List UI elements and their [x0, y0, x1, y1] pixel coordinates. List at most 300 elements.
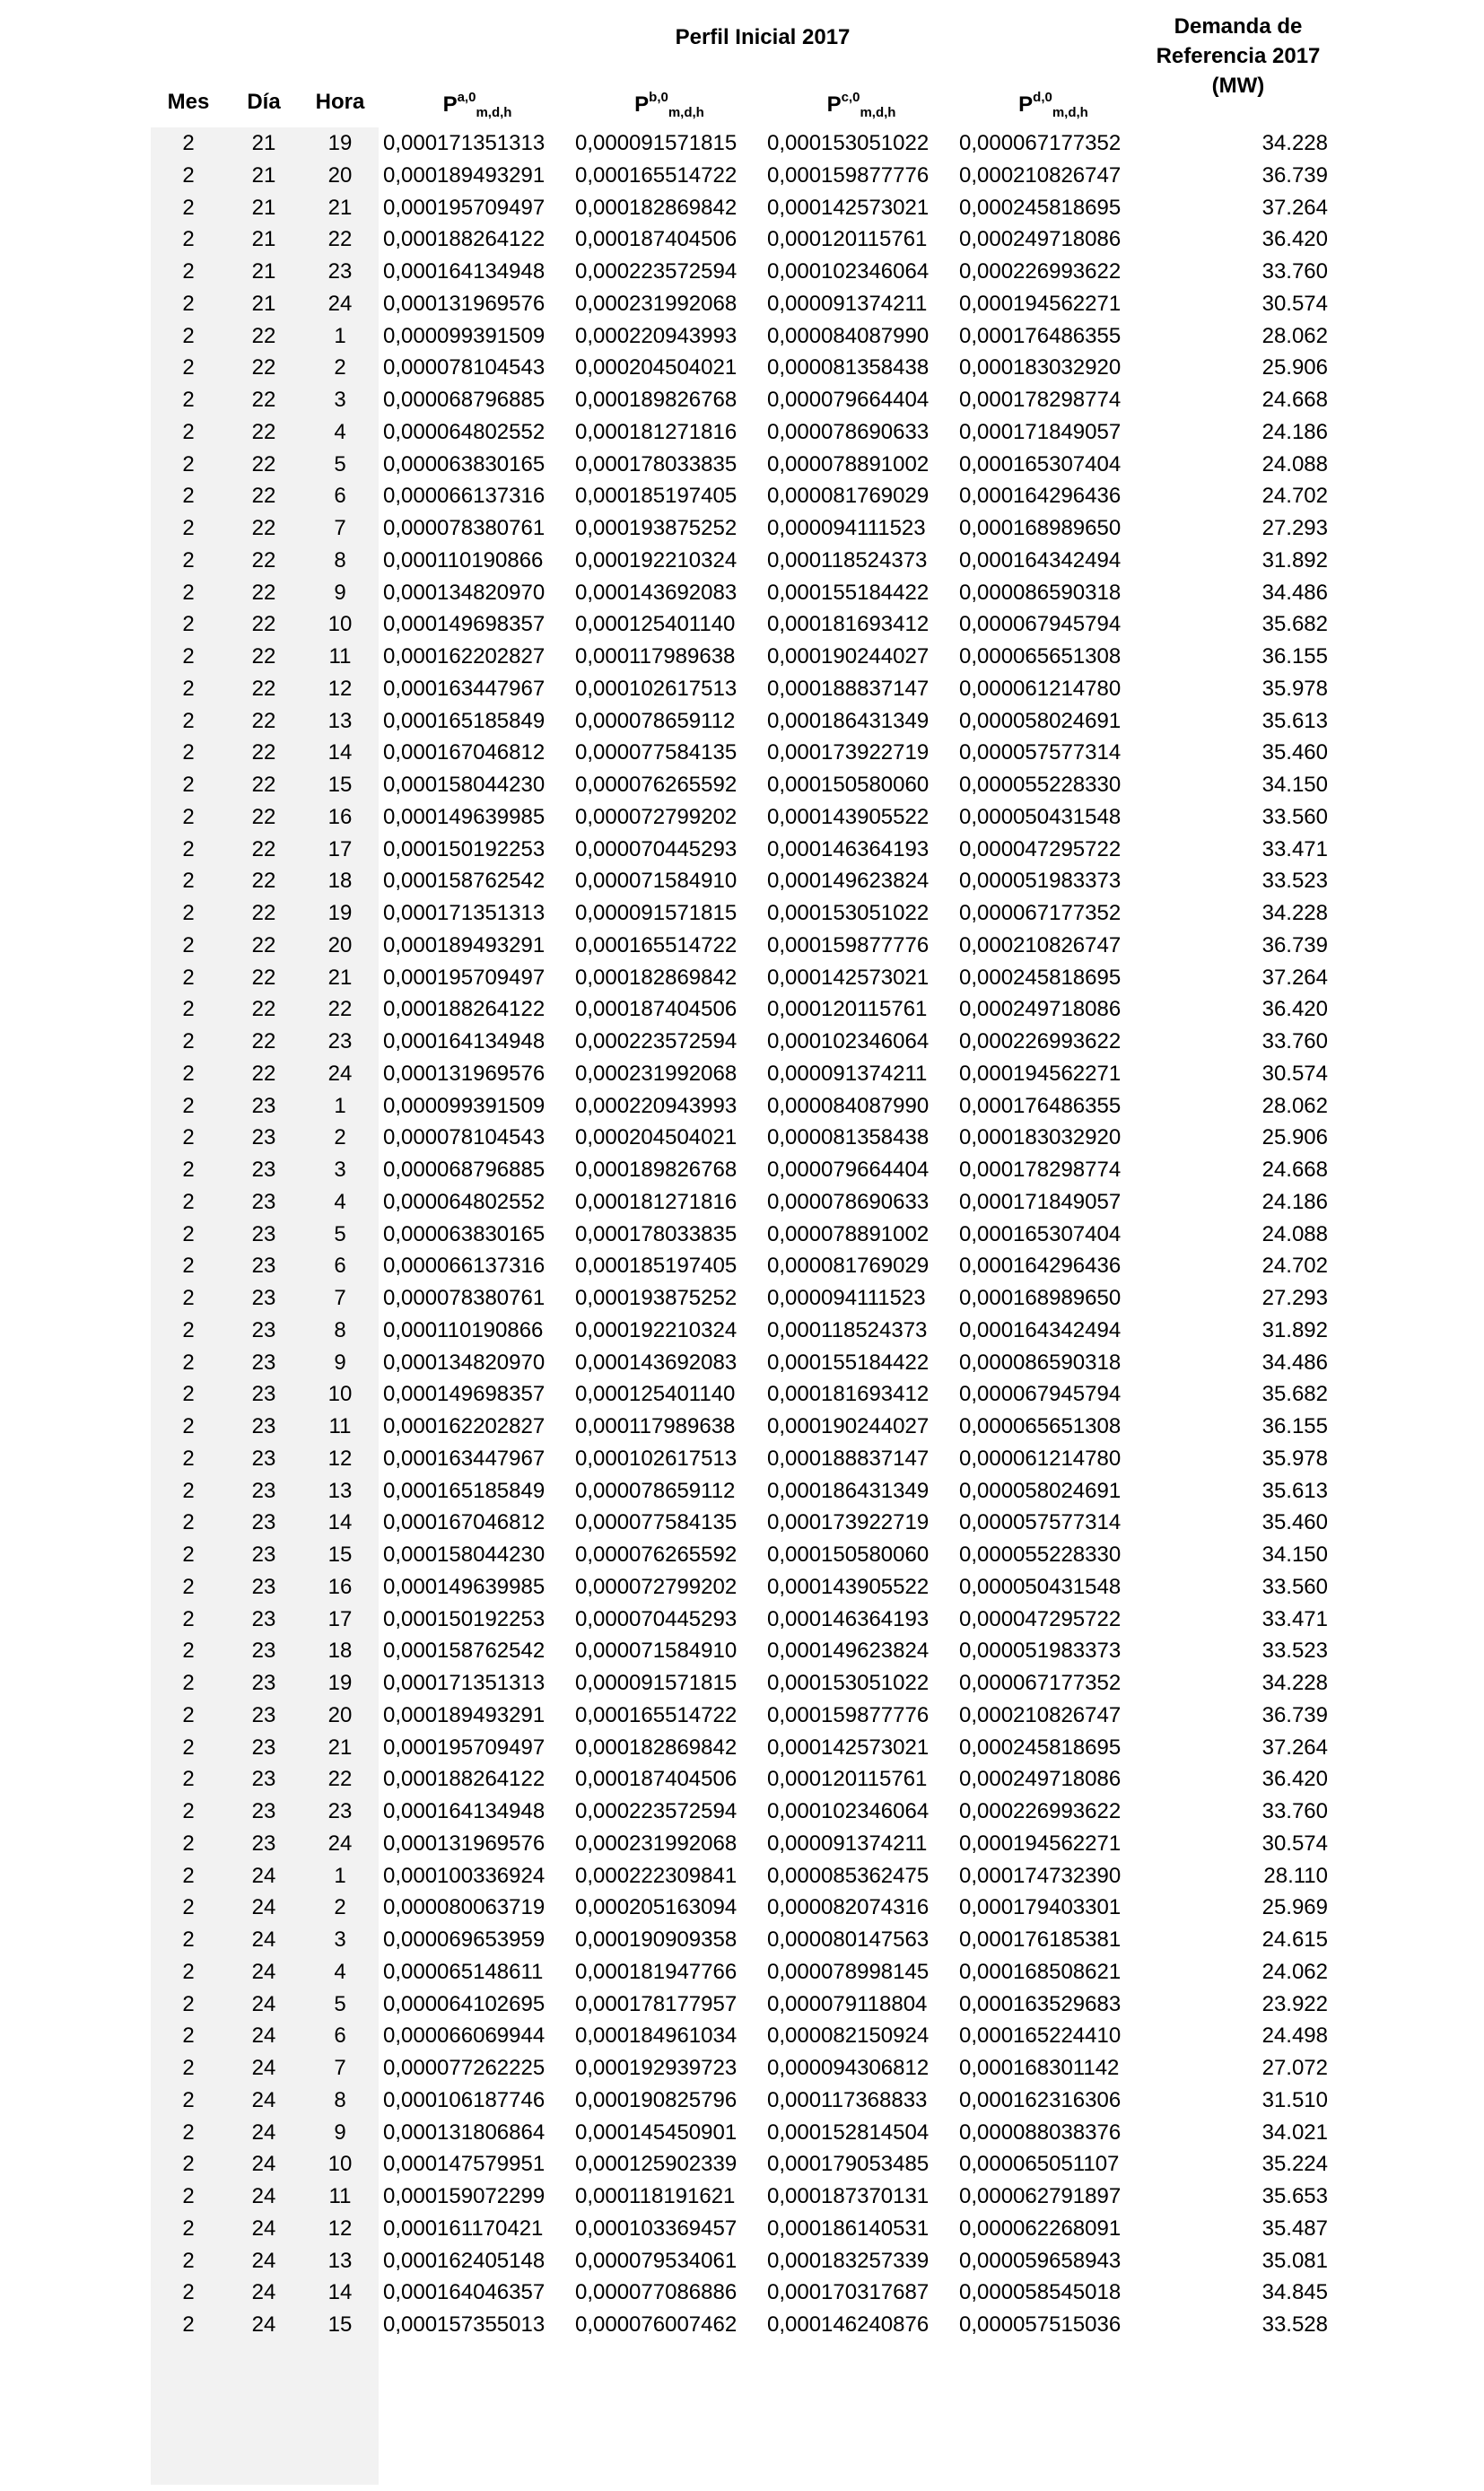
- cell-pb: 0,000182869842: [575, 1735, 738, 1760]
- cell-pb: 0,000182869842: [575, 965, 738, 990]
- table-row: [0, 1058, 1484, 1090]
- cell-pa: 0,000164134948: [383, 1799, 546, 1823]
- table-row: [0, 1411, 1484, 1443]
- cell-mes: 2: [182, 901, 195, 925]
- cell-mes: 2: [182, 2280, 195, 2305]
- table-row: [0, 769, 1484, 801]
- cell-pb: 0,000192210324: [575, 547, 738, 572]
- cell-dia: 23: [251, 1093, 276, 1118]
- cell-pa: 0,000195709497: [383, 965, 546, 990]
- table-row: [0, 127, 1484, 160]
- cell-pa: 0,000099391509: [383, 1093, 546, 1118]
- cell-dia: 21: [251, 227, 276, 252]
- table-row: [0, 705, 1484, 738]
- header-pc: [767, 90, 956, 120]
- cell-pb: 0,000182869842: [575, 195, 738, 220]
- cell-pa: 0,000163447967: [383, 676, 546, 701]
- cell-hora: 24: [327, 1061, 353, 1086]
- cell-pa: 0,000171351313: [383, 1671, 546, 1695]
- cell-hora: 7: [334, 516, 346, 540]
- cell-demanda: 35.613: [1261, 1478, 1328, 1503]
- cell-pc: 0,000142573021: [767, 1735, 930, 1760]
- cell-pd: 0,000183032920: [959, 1125, 1122, 1150]
- cell-mes: 2: [182, 388, 195, 412]
- cell-hora: 17: [327, 1606, 353, 1631]
- cell-mes: 2: [182, 773, 195, 797]
- cell-mes: 2: [182, 1671, 195, 1695]
- cell-demanda: 25.906: [1261, 355, 1328, 380]
- cell-pd: 0,000067177352: [959, 131, 1122, 155]
- cell-dia: 23: [251, 1543, 276, 1567]
- cell-pd: 0,000067945794: [959, 1382, 1122, 1407]
- cell-hora: 19: [327, 131, 353, 155]
- cell-pd: 0,000176486355: [959, 1093, 1122, 1118]
- cell-hora: 5: [334, 1991, 346, 2016]
- cell-pa: 0,000069653959: [383, 1927, 546, 1952]
- cell-pd: 0,000183032920: [959, 355, 1122, 380]
- cell-mes: 2: [182, 644, 195, 669]
- cell-dia: 24: [251, 2120, 276, 2145]
- cell-dia: 24: [251, 2056, 276, 2080]
- table-row: [0, 1763, 1484, 1796]
- cell-pd: 0,000062268091: [959, 2216, 1122, 2241]
- cell-hora: 11: [328, 2184, 352, 2208]
- cell-pd: 0,000174732390: [959, 1863, 1122, 1888]
- cell-hora: 4: [334, 419, 346, 444]
- cell-pd: 0,000067945794: [959, 612, 1122, 637]
- table-row: [0, 1250, 1484, 1282]
- cell-hora: 24: [327, 291, 353, 316]
- cell-pa: 0,000068796885: [383, 388, 546, 412]
- cell-demanda: 33.471: [1261, 836, 1328, 861]
- table-row: [0, 1122, 1484, 1154]
- cell-pd: 0,000057577314: [959, 1510, 1122, 1535]
- cell-demanda: 27.293: [1261, 1286, 1328, 1310]
- table-row: [0, 320, 1484, 353]
- cell-hora: 23: [327, 1799, 353, 1823]
- cell-pc: 0,000149623824: [767, 1639, 930, 1664]
- cell-mes: 2: [182, 869, 195, 894]
- cell-pa: 0,000100336924: [383, 1863, 546, 1888]
- table-row: [0, 192, 1484, 224]
- cell-mes: 2: [182, 1735, 195, 1760]
- cell-pd: 0,000058545018: [959, 2280, 1122, 2305]
- table-row: [0, 2245, 1484, 2277]
- cell-pb: 0,000184961034: [575, 2023, 738, 2049]
- header-pa-sub: m,d,h: [476, 105, 512, 120]
- cell-pb: 0,000143692083: [575, 580, 738, 605]
- cell-demanda: 30.574: [1261, 291, 1328, 316]
- cell-pb: 0,000193875252: [575, 1286, 738, 1310]
- cell-pa: 0,000150192253: [383, 836, 546, 861]
- table-row: [0, 897, 1484, 930]
- table-row: [0, 1282, 1484, 1315]
- cell-pb: 0,000070445293: [575, 836, 738, 861]
- cell-demanda: 24.186: [1261, 419, 1328, 444]
- cell-pc: 0,000181693412: [767, 1382, 930, 1407]
- cell-dia: 23: [251, 1606, 276, 1631]
- cell-mes: 2: [182, 836, 195, 861]
- cell-dia: 23: [251, 1510, 276, 1535]
- cell-mes: 2: [182, 1029, 195, 1053]
- cell-dia: 22: [251, 388, 276, 412]
- cell-pa: 0,000110190866: [383, 547, 544, 572]
- cell-dia: 24: [251, 2216, 276, 2241]
- cell-hora: 15: [327, 773, 353, 797]
- cell-hora: 12: [327, 1446, 353, 1471]
- cell-demanda: 27.293: [1261, 516, 1328, 540]
- cell-hora: 12: [327, 676, 353, 701]
- table-row: [0, 1796, 1484, 1828]
- cell-pb: 0,000077584135: [575, 740, 738, 765]
- table-row: [0, 801, 1484, 834]
- cell-pa: 0,000080063719: [383, 1895, 546, 1920]
- cell-pa: 0,000189493291: [383, 162, 546, 188]
- header-dia: Día: [247, 90, 281, 114]
- cell-mes: 2: [182, 547, 195, 572]
- cell-mes: 2: [182, 291, 195, 316]
- cell-dia: 22: [251, 1029, 276, 1053]
- cell-pc: 0,000142573021: [767, 965, 930, 990]
- cell-pb: 0,000192210324: [575, 1317, 738, 1342]
- cell-demanda: 34.150: [1261, 773, 1328, 797]
- cell-demanda: 24.062: [1261, 1959, 1328, 1984]
- cell-demanda: 23.922: [1261, 1991, 1328, 2016]
- cell-pc: 0,000081358438: [767, 1125, 930, 1150]
- header-pa-base: P: [442, 92, 458, 117]
- cell-hora: 2: [334, 355, 346, 380]
- cell-dia: 24: [251, 2184, 276, 2208]
- cell-pa: 0,000068796885: [383, 1158, 546, 1182]
- cell-demanda: 36.420: [1261, 227, 1328, 252]
- cell-pc: 0,000094111523: [767, 1286, 926, 1310]
- cell-dia: 23: [251, 1221, 276, 1246]
- cell-dia: 21: [251, 291, 276, 316]
- table-row: [0, 1443, 1484, 1475]
- cell-pd: 0,000050431548: [959, 1574, 1122, 1599]
- cell-demanda: 31.892: [1261, 1317, 1328, 1342]
- cell-pc: 0,000118524373: [767, 1317, 928, 1342]
- cell-pb: 0,000223572594: [575, 259, 738, 284]
- table-row: [0, 834, 1484, 866]
- cell-hora: 15: [327, 1543, 353, 1567]
- cell-pb: 0,000117989638: [575, 644, 736, 669]
- table-row: [0, 1700, 1484, 1732]
- cell-pa: 0,000158762542: [383, 1639, 546, 1664]
- cell-pb: 0,000118191621: [575, 2184, 736, 2208]
- cell-mes: 2: [182, 1799, 195, 1823]
- cell-pb: 0,000223572594: [575, 1029, 738, 1053]
- cell-pd: 0,000164296436: [959, 1254, 1122, 1279]
- cell-pa: 0,000158044230: [383, 1543, 546, 1567]
- cell-pb: 0,000072799202: [575, 1574, 738, 1599]
- cell-pa: 0,000171351313: [383, 901, 546, 925]
- cell-pc: 0,000188837147: [767, 1446, 930, 1471]
- cell-pd: 0,000179403301: [959, 1895, 1122, 1920]
- cell-pa: 0,000165185849: [383, 1478, 546, 1503]
- cell-pd: 0,000210826747: [959, 1702, 1122, 1727]
- cell-dia: 22: [251, 676, 276, 701]
- cell-hora: 6: [334, 2023, 346, 2049]
- cell-pc: 0,000155184422: [767, 580, 930, 605]
- cell-hora: 20: [327, 932, 353, 957]
- cell-dia: 24: [251, 2280, 276, 2305]
- cell-mes: 2: [182, 1606, 195, 1631]
- cell-demanda: 24.668: [1261, 1158, 1328, 1182]
- cell-pa: 0,000134820970: [383, 580, 546, 605]
- cell-demanda: 35.653: [1261, 2184, 1328, 2208]
- cell-pb: 0,000165514722: [575, 932, 738, 957]
- cell-pc: 0,000078891002: [767, 1221, 930, 1246]
- cell-hora: 13: [327, 2248, 353, 2273]
- cell-pc: 0,000091374211: [767, 1061, 928, 1086]
- cell-pb: 0,000187404506: [575, 1767, 738, 1792]
- cell-hora: 22: [327, 997, 353, 1022]
- cell-mes: 2: [182, 1895, 195, 1920]
- cell-pb: 0,000189826768: [575, 388, 738, 412]
- cell-hora: 22: [327, 227, 353, 252]
- cell-demanda: 33.523: [1261, 1639, 1328, 1664]
- cell-pb: 0,000181271816: [575, 1189, 738, 1214]
- cell-pa: 0,000189493291: [383, 1702, 546, 1727]
- table-row: [0, 1604, 1484, 1636]
- cell-mes: 2: [182, 1959, 195, 1984]
- cell-demanda: 34.845: [1261, 2280, 1328, 2305]
- cell-pd: 0,000051983373: [959, 1639, 1122, 1664]
- cell-dia: 22: [251, 612, 276, 637]
- cell-pd: 0,000245818695: [959, 1735, 1122, 1760]
- cell-mes: 2: [182, 1221, 195, 1246]
- cell-pc: 0,000120115761: [767, 1767, 928, 1792]
- cell-hora: 23: [327, 259, 353, 284]
- cell-pa: 0,000149639985: [383, 804, 546, 829]
- table-row: [0, 1219, 1484, 1251]
- cell-pc: 0,000186140531: [767, 2216, 930, 2241]
- cell-pb: 0,000185197405: [575, 1254, 738, 1279]
- cell-pc: 0,000146364193: [767, 836, 930, 861]
- cell-hora: 21: [327, 195, 353, 220]
- header-pb-base: P: [634, 92, 650, 117]
- table-row: [0, 1571, 1484, 1604]
- cell-pd: 0,000168508621: [959, 1959, 1122, 1984]
- cell-dia: 23: [251, 1317, 276, 1342]
- cell-dia: 22: [251, 804, 276, 829]
- table-row: [0, 608, 1484, 641]
- cell-pa: 0,000065148611: [383, 1959, 544, 1984]
- cell-demanda: 25.906: [1261, 1125, 1328, 1150]
- cell-pd: 0,000065051107: [959, 2152, 1120, 2177]
- table-row: [0, 1956, 1484, 1988]
- cell-pd: 0,000168301142: [959, 2056, 1120, 2080]
- table-row: [0, 416, 1484, 449]
- cell-hora: 4: [334, 1959, 346, 1984]
- cell-pa: 0,000158044230: [383, 773, 546, 797]
- cell-pb: 0,000220943993: [575, 323, 738, 348]
- cell-pd: 0,000226993622: [959, 259, 1122, 284]
- cell-demanda: 35.460: [1261, 740, 1328, 765]
- cell-pc: 0,000181693412: [767, 612, 930, 637]
- cell-pb: 0,000231992068: [575, 1831, 738, 1856]
- cell-pc: 0,000159877776: [767, 932, 930, 957]
- table-row: [0, 1732, 1484, 1764]
- cell-mes: 2: [182, 1446, 195, 1471]
- cell-demanda: 35.224: [1261, 2152, 1328, 2177]
- cell-pa: 0,000099391509: [383, 323, 546, 348]
- cell-demanda: 36.420: [1261, 1767, 1328, 1792]
- cell-pa: 0,000131806864: [383, 2120, 546, 2145]
- cell-mes: 2: [182, 804, 195, 829]
- cell-pa: 0,000134820970: [383, 1350, 546, 1375]
- cell-mes: 2: [182, 580, 195, 605]
- cell-pb: 0,000125401140: [575, 612, 736, 637]
- cell-dia: 24: [251, 1863, 276, 1888]
- cell-pb: 0,000231992068: [575, 1061, 738, 1086]
- cell-hora: 14: [327, 2280, 353, 2305]
- cell-pb: 0,000091571815: [575, 131, 738, 155]
- cell-hora: 24: [327, 1831, 353, 1856]
- cell-pb: 0,000078659112: [575, 1478, 736, 1503]
- cell-mes: 2: [182, 965, 195, 990]
- cell-demanda: 24.702: [1261, 484, 1328, 509]
- cell-pd: 0,000194562271: [959, 291, 1122, 316]
- cell-pd: 0,000245818695: [959, 195, 1122, 220]
- cell-pa: 0,000161170421: [383, 2216, 544, 2241]
- cell-hora: 1: [334, 1093, 346, 1118]
- cell-pd: 0,000164342494: [959, 547, 1122, 572]
- cell-demanda: 36.739: [1261, 162, 1328, 188]
- cell-demanda: 34.228: [1261, 1671, 1328, 1695]
- cell-demanda: 34.486: [1261, 1350, 1328, 1375]
- cell-hora: 14: [327, 740, 353, 765]
- cell-pc: 0,000079118804: [767, 1991, 928, 2016]
- cell-pd: 0,000165224410: [959, 2023, 1122, 2049]
- cell-pc: 0,000170317687: [767, 2280, 930, 2305]
- cell-dia: 23: [251, 1125, 276, 1150]
- header-demanda-line3: (MW): [1211, 74, 1265, 98]
- cell-pc: 0,000146364193: [767, 1606, 930, 1631]
- cell-hora: 1: [334, 1863, 346, 1888]
- cell-pc: 0,000143905522: [767, 804, 930, 829]
- cell-mes: 2: [182, 1125, 195, 1150]
- cell-pa: 0,000149698357: [383, 612, 546, 637]
- table-row: [0, 673, 1484, 705]
- cell-demanda: 33.560: [1261, 1574, 1328, 1599]
- cell-mes: 2: [182, 195, 195, 220]
- cell-pa: 0,000171351313: [383, 131, 546, 155]
- cell-pc: 0,000079664404: [767, 1158, 930, 1182]
- cell-demanda: 33.523: [1261, 869, 1328, 894]
- cell-demanda: 24.702: [1261, 1254, 1328, 1279]
- cell-hora: 11: [328, 1414, 352, 1438]
- cell-dia: 22: [251, 773, 276, 797]
- table-row: [0, 577, 1484, 609]
- cell-pc: 0,000078690633: [767, 419, 930, 444]
- cell-dia: 21: [251, 162, 276, 188]
- table-row: [0, 2309, 1484, 2341]
- cell-pc: 0,000149623824: [767, 869, 930, 894]
- cell-pa: 0,000063830165: [383, 1221, 546, 1246]
- cell-pa: 0,000195709497: [383, 195, 546, 220]
- cell-mes: 2: [182, 1158, 195, 1182]
- cell-mes: 2: [182, 451, 195, 476]
- cell-hora: 14: [327, 1510, 353, 1535]
- cell-pb: 0,000077584135: [575, 1510, 738, 1535]
- cell-demanda: 31.892: [1261, 547, 1328, 572]
- cell-hora: 12: [327, 2216, 353, 2241]
- cell-mes: 2: [182, 1286, 195, 1310]
- cell-hora: 21: [327, 1735, 353, 1760]
- cell-mes: 2: [182, 419, 195, 444]
- cell-pc: 0,000094306812: [767, 2056, 930, 2080]
- cell-pa: 0,000159072299: [383, 2184, 546, 2208]
- cell-pd: 0,000164342494: [959, 1317, 1122, 1342]
- cell-demanda: 33.471: [1261, 1606, 1328, 1631]
- cell-dia: 24: [251, 2152, 276, 2177]
- cell-hora: 21: [327, 965, 353, 990]
- cell-pd: 0,000057515036: [959, 2312, 1122, 2337]
- cell-demanda: 36.420: [1261, 997, 1328, 1022]
- cell-demanda: 24.088: [1261, 1221, 1328, 1246]
- cell-pb: 0,000071584910: [575, 869, 738, 894]
- cell-pd: 0,000165307404: [959, 451, 1122, 476]
- cell-demanda: 35.978: [1261, 676, 1328, 701]
- cell-pc: 0,000078998145: [767, 1959, 930, 1984]
- cell-hora: 6: [334, 1254, 346, 1279]
- cell-pa: 0,000158762542: [383, 869, 546, 894]
- cell-pc: 0,000183257339: [767, 2248, 930, 2273]
- cell-dia: 22: [251, 580, 276, 605]
- cell-pc: 0,000173922719: [767, 1510, 930, 1535]
- cell-hora: 17: [327, 836, 353, 861]
- cell-demanda: 34.150: [1261, 1543, 1328, 1567]
- cell-mes: 2: [182, 1543, 195, 1567]
- header-pd-base: P: [1018, 92, 1034, 117]
- cell-dia: 22: [251, 484, 276, 509]
- cell-mes: 2: [182, 1991, 195, 2016]
- cell-pc: 0,000187370131: [767, 2184, 930, 2208]
- cell-dia: 22: [251, 451, 276, 476]
- cell-pa: 0,000188264122: [383, 997, 546, 1022]
- cell-dia: 23: [251, 1189, 276, 1214]
- cell-hora: 15: [327, 2312, 353, 2337]
- cell-pa: 0,000189493291: [383, 932, 546, 957]
- cell-demanda: 30.574: [1261, 1061, 1328, 1086]
- cell-pc: 0,000117368833: [767, 2087, 928, 2112]
- table-row: [0, 1860, 1484, 1892]
- cell-pa: 0,000149639985: [383, 1574, 546, 1599]
- cell-hora: 10: [327, 1382, 353, 1407]
- cell-hora: 6: [334, 484, 346, 509]
- cell-mes: 2: [182, 997, 195, 1022]
- cell-pa: 0,000162202827: [383, 1414, 546, 1438]
- cell-demanda: 36.155: [1261, 1414, 1328, 1438]
- cell-mes: 2: [182, 612, 195, 637]
- cell-hora: 23: [327, 1029, 353, 1053]
- cell-pc: 0,000143905522: [767, 1574, 930, 1599]
- cell-pb: 0,000190825796: [575, 2087, 738, 2112]
- table-row: [0, 1924, 1484, 1956]
- cell-hora: 2: [334, 1895, 346, 1920]
- table-row: [0, 737, 1484, 769]
- header-pc-base: P: [826, 92, 842, 117]
- cell-pb: 0,000103369457: [575, 2216, 738, 2241]
- cell-dia: 22: [251, 547, 276, 572]
- cell-pc: 0,000102346064: [767, 259, 930, 284]
- cell-hora: 20: [327, 1702, 353, 1727]
- cell-dia: 22: [251, 323, 276, 348]
- cell-mes: 2: [182, 1061, 195, 1086]
- cell-pa: 0,000149698357: [383, 1382, 546, 1407]
